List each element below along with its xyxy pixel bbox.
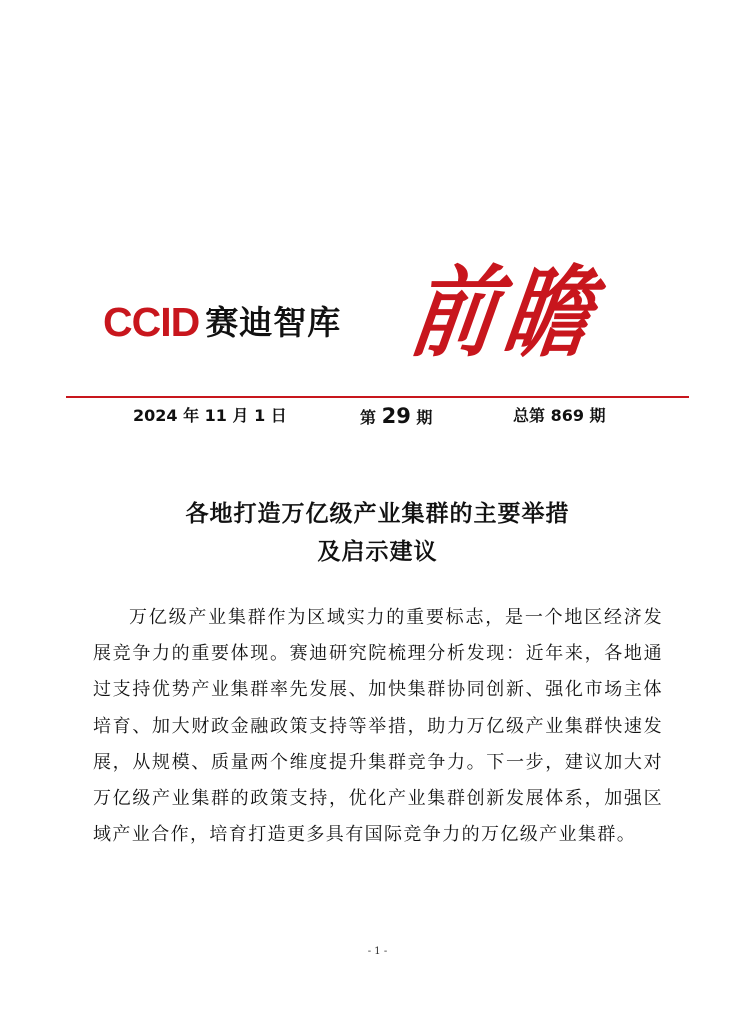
issue-number-value: 29	[381, 404, 411, 428]
page-number: - 1 -	[367, 946, 388, 957]
issue-number-prefix: 第	[360, 408, 382, 427]
publication-name: 前瞻	[402, 254, 608, 371]
issue-number	[360, 404, 432, 428]
publication-calligraphy-title	[402, 250, 648, 378]
header-divider	[66, 396, 689, 398]
issue-total-number: 总第 869 期	[513, 406, 606, 425]
article-title-line-1: 各地打造万亿级产业集群的主要举措	[185, 501, 570, 527]
logo-brand-name: 赛迪智库	[205, 302, 342, 342]
article-abstract: 万亿级产业集群作为区域实力的重要标志，是一个地区经济发展竞争力的重要体现。赛迪研究院梳理分析发现：近年来，各地通过支持优势产业集群率先发展、加快集群协同创新、强化市场主体培育、加大财政金融政策支持等举措，助力万亿级产业集群快速发展，从规模、质量两个维度提升集群竞争力。下一步，建议加大对万亿级产业集群的政策支持，优化产业集群创新发展体系，加强区域产业合作，培育打造更多具有国际竞争力的万亿级产业集群。	[93, 607, 663, 846]
issue-number-suffix: 期	[410, 408, 433, 427]
ccid-logo	[103, 296, 341, 348]
issue-date: 2024 年 11 月 1 日	[133, 406, 287, 425]
logo-brand-mark: CCID	[103, 298, 200, 345]
article-title-line-2: 及启示建议	[317, 539, 438, 565]
